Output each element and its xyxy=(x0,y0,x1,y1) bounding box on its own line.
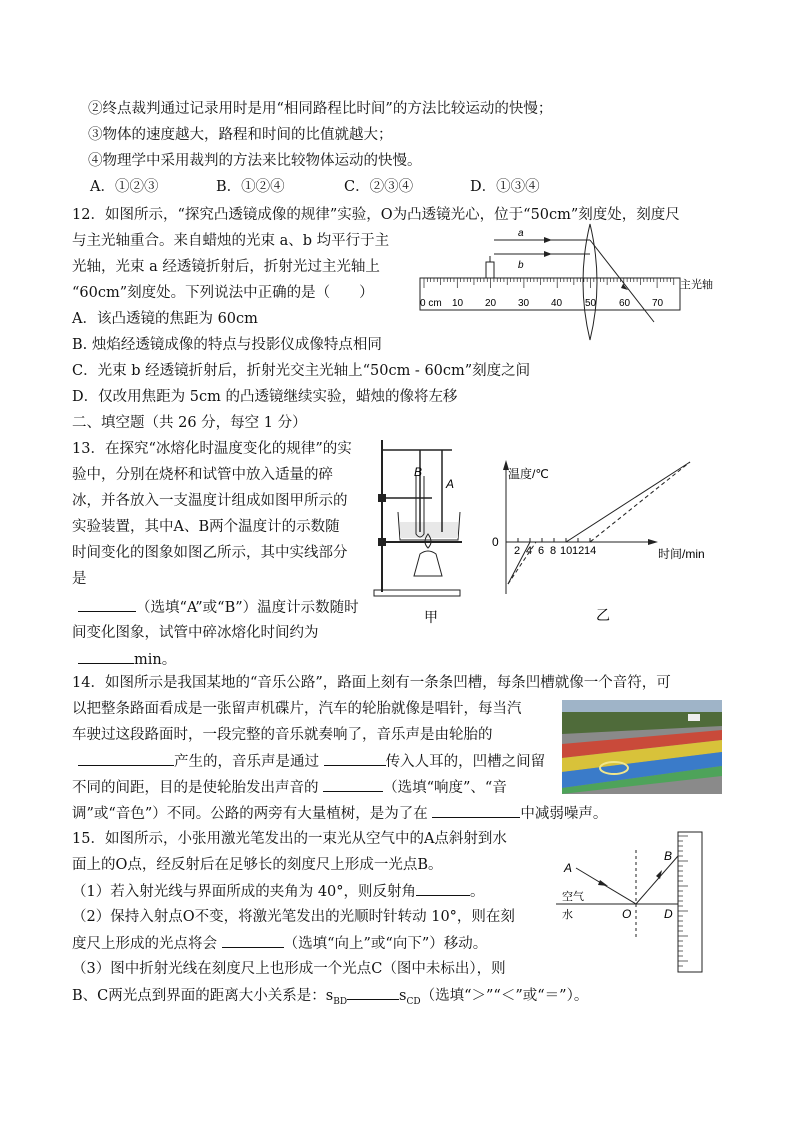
origin-label: 0 xyxy=(492,535,499,549)
q15-line-2: 面上的O点，经反射后在足够长的刻度尺上形成一光点B。 xyxy=(72,857,443,873)
y-axis-label: 温度/℃ xyxy=(508,467,549,481)
q13-line-2: 验中，分别在烧杯和试管中放入适量的碎 xyxy=(72,467,333,483)
q15-s-symbol: s xyxy=(399,988,407,1004)
caption-yi: 乙 xyxy=(596,607,610,623)
q14-line-4-text-b: 传入人耳的，凹槽之间留 xyxy=(385,754,546,770)
q14-line-6-text-a: 调”或“音色”）不同。公路的两旁有大量植树，是为了在 xyxy=(72,806,428,822)
incident-ray xyxy=(576,868,636,904)
q11-option-b: B．①②④ xyxy=(216,179,285,195)
ruler-label-30: 30 xyxy=(518,298,530,309)
convex-lens xyxy=(583,224,597,340)
tick-label-14: 14 xyxy=(584,545,597,557)
q13-line-7 xyxy=(78,596,359,619)
point-o-label: O xyxy=(622,907,632,921)
x-axis-label: 时间/min xyxy=(658,547,705,561)
thermometer-a-label: A xyxy=(446,477,455,491)
ruler-label-10: 10 xyxy=(452,298,464,309)
water-label: 水 xyxy=(562,909,573,921)
q14-line-3: 车驶过这段路面时，一段完整的音乐就奏响了，音乐声是由轮胎的 xyxy=(72,727,493,743)
incident-ray-arrow xyxy=(598,880,608,886)
q15-blank-3[interactable] xyxy=(347,984,399,1000)
point-b-label: B xyxy=(664,849,673,863)
caption-jia: 甲 xyxy=(424,609,438,625)
alcohol-lamp xyxy=(414,551,442,576)
main-axis-label: 主光轴 xyxy=(680,279,713,291)
tick-label-8: 8 xyxy=(550,545,557,557)
ruler-label-70: 70 xyxy=(652,298,664,309)
ruler-label-0: 0 cm xyxy=(420,298,442,309)
q15-sub-cd: CD xyxy=(406,996,421,1007)
q15-sub-bd: BD xyxy=(333,996,348,1007)
q15-line-3-text-a: （1）若入射光线与界面所成的夹角为 40°，则反射角 xyxy=(72,884,417,900)
q13-blank-2[interactable] xyxy=(78,648,134,664)
q14-line-5-text-a: 不同的间距，目的是使轮胎发出声音的 xyxy=(72,780,319,796)
q13-line-6: 是 xyxy=(72,571,87,587)
q12-option-a: A．该凸透镜的焦距为 60cm xyxy=(72,311,258,327)
ray-b-label: b xyxy=(518,260,524,271)
q12-line-1: 12．如图所示，“探究凸透镜成像的规律”实验，O为凸透镜光心，位于“50cm”刻度处，刻度尺 xyxy=(72,207,680,223)
music-road-photo xyxy=(562,700,722,794)
q11-option-c: C．②③④ xyxy=(344,179,414,195)
q14-line-2: 以把整条路面看成是一张留声机碟片，汽车的轮胎就像是唱针，每当汽 xyxy=(72,701,522,717)
q11-statement-3: ③物体的速度越大，路程和时间的比值就越大； xyxy=(88,127,393,143)
temperature-graph-yi xyxy=(484,456,724,624)
q11-option-a: A．①②③ xyxy=(90,179,159,195)
lens-bench-figure xyxy=(414,222,714,344)
q13-blank-1[interactable] xyxy=(78,596,136,612)
car xyxy=(688,714,700,721)
q14-line-1: 14．如图所示是我国某地的“音乐公路”，路面上刻有一条条凹槽，每条凹槽就像一个音符，可 xyxy=(72,675,671,691)
ruler-label-60: 60 xyxy=(619,298,631,309)
q13-line-4: 实验装置，其中A、B两个温度计的示数随 xyxy=(72,519,340,535)
q13-line-9-text: min。 xyxy=(134,652,177,668)
ruler-label-50: 50 xyxy=(585,298,597,309)
ruler-label-40: 40 xyxy=(551,298,563,309)
q15-line-4: （2）保持入射点O不变，将激光笔发出的光顺时针转动 10°，则在刻 xyxy=(72,909,515,925)
q14-line-6 xyxy=(72,802,607,825)
ray-a-label: a xyxy=(518,228,524,239)
apparatus-figure-jia xyxy=(372,436,468,630)
tick-label-4: 4 xyxy=(526,545,533,557)
q11-option-d: D．①③④ xyxy=(470,179,540,195)
ray-a-arrow xyxy=(544,237,552,243)
q13-line-1: 13．在探究“冰熔化时温度变化的规律”的实 xyxy=(72,441,352,457)
ray-b-arrow xyxy=(544,251,552,257)
q15-line-3 xyxy=(72,880,485,903)
tick-label-12: 12 xyxy=(572,545,585,557)
clamp-knob xyxy=(378,494,386,502)
q14-blank-3[interactable] xyxy=(323,776,383,792)
candle xyxy=(486,262,494,278)
air-label: 空气 xyxy=(562,891,584,903)
q12-line-2: 与主光轴重合。来自蜡烛的光束 a、b 均平行于主 xyxy=(72,233,390,249)
q12-option-d: D．仅改用焦距为 5cm 的凸透镜继续实验，蜡烛的像将左移 xyxy=(72,389,458,405)
tick-label-2: 2 xyxy=(514,545,521,557)
point-d-label: D xyxy=(664,907,673,921)
tick-label-10: 10 xyxy=(560,545,573,557)
q15-line-7-text-a: B、C两光点到界面的距离大小关系是：s xyxy=(72,988,334,1004)
q14-line-4 xyxy=(78,750,545,773)
tick-label-6: 6 xyxy=(538,545,545,557)
x-axis-arrow xyxy=(648,539,658,545)
q11-statement-2: ②终点裁判通过记录用时是用“相同路程比时间”的方法比较运动的快慢； xyxy=(88,101,553,117)
reflection-figure xyxy=(556,830,716,976)
q14-line-5-text-b: （选填“响度”、“音 xyxy=(383,780,507,796)
stand-base xyxy=(374,590,460,596)
q13-line-3: 冰，并各放入一支温度计组成如图甲所示的 xyxy=(72,493,348,509)
reflected-ray-arrow xyxy=(656,870,662,879)
q15-line-5-text-a: 度尺上形成的光点将会 xyxy=(72,936,217,952)
ruler-label-20: 20 xyxy=(485,298,497,309)
q15-line-6: （3）图中折射光线在刻度尺上也形成一个光点C（图中未标出），则 xyxy=(72,961,506,977)
q15-line-5 xyxy=(72,932,487,955)
q15-line-3-text-b: 。 xyxy=(470,884,485,900)
reflected-ray xyxy=(636,856,678,904)
q12-line-3: 光轴，光束 a 经透镜折射后，折射光过主光轴上 xyxy=(72,259,380,275)
point-a-label: A xyxy=(564,861,573,875)
q14-line-4-text-a: 产生的，音乐声是通过 xyxy=(174,754,319,770)
q13-line-9 xyxy=(78,648,176,671)
q13-line-5: 时间变化的图象如图乙所示，其中实线部分 xyxy=(72,545,348,561)
thermometer-b-label: B xyxy=(414,465,423,479)
q15-line-5-text-b: （选填“向上”或“向下”）移动。 xyxy=(283,936,488,952)
q14-blank-4[interactable] xyxy=(432,802,520,818)
q12-line-4: “60cm”刻度处。下列说法中正确的是（ ） xyxy=(72,285,374,301)
q14-line-6-text-b: 中减弱噪声。 xyxy=(520,806,608,822)
q12-option-b: B. 烛焰经透镜成像的特点与投影仪成像特点相同 xyxy=(72,337,382,353)
ring-knob xyxy=(378,538,386,546)
q15-line-7 xyxy=(72,984,588,1013)
q15-line-7-text-b: （选填“＞”“＜”或“＝”）。 xyxy=(420,988,589,1004)
q13-line-7-text: （选填“A”或“B”）温度计示数随时 xyxy=(136,600,359,616)
section-2-heading: 二、填空题（共 26 分，每空 1 分） xyxy=(72,415,307,431)
q15-blank-2[interactable] xyxy=(222,932,284,948)
q14-blank-1[interactable] xyxy=(78,750,174,766)
q15-line-1: 15．如图所示，小张用激光笔发出的一束光从空气中的A点斜射到水 xyxy=(72,831,507,847)
q11-statement-4: ④物理学中采用裁判的方法来比较物体运动的快慢。 xyxy=(88,153,422,169)
q15-blank-1[interactable] xyxy=(416,880,470,896)
q14-line-5 xyxy=(72,776,507,799)
q12-option-c: C．光束 b 经透镜折射后，折射光交主光轴上“50cm - 60cm”刻度之间 xyxy=(72,363,531,379)
q13-line-8: 间变化图象，试管中碎冰熔化时间约为 xyxy=(72,625,319,641)
q14-blank-2[interactable] xyxy=(324,750,386,766)
